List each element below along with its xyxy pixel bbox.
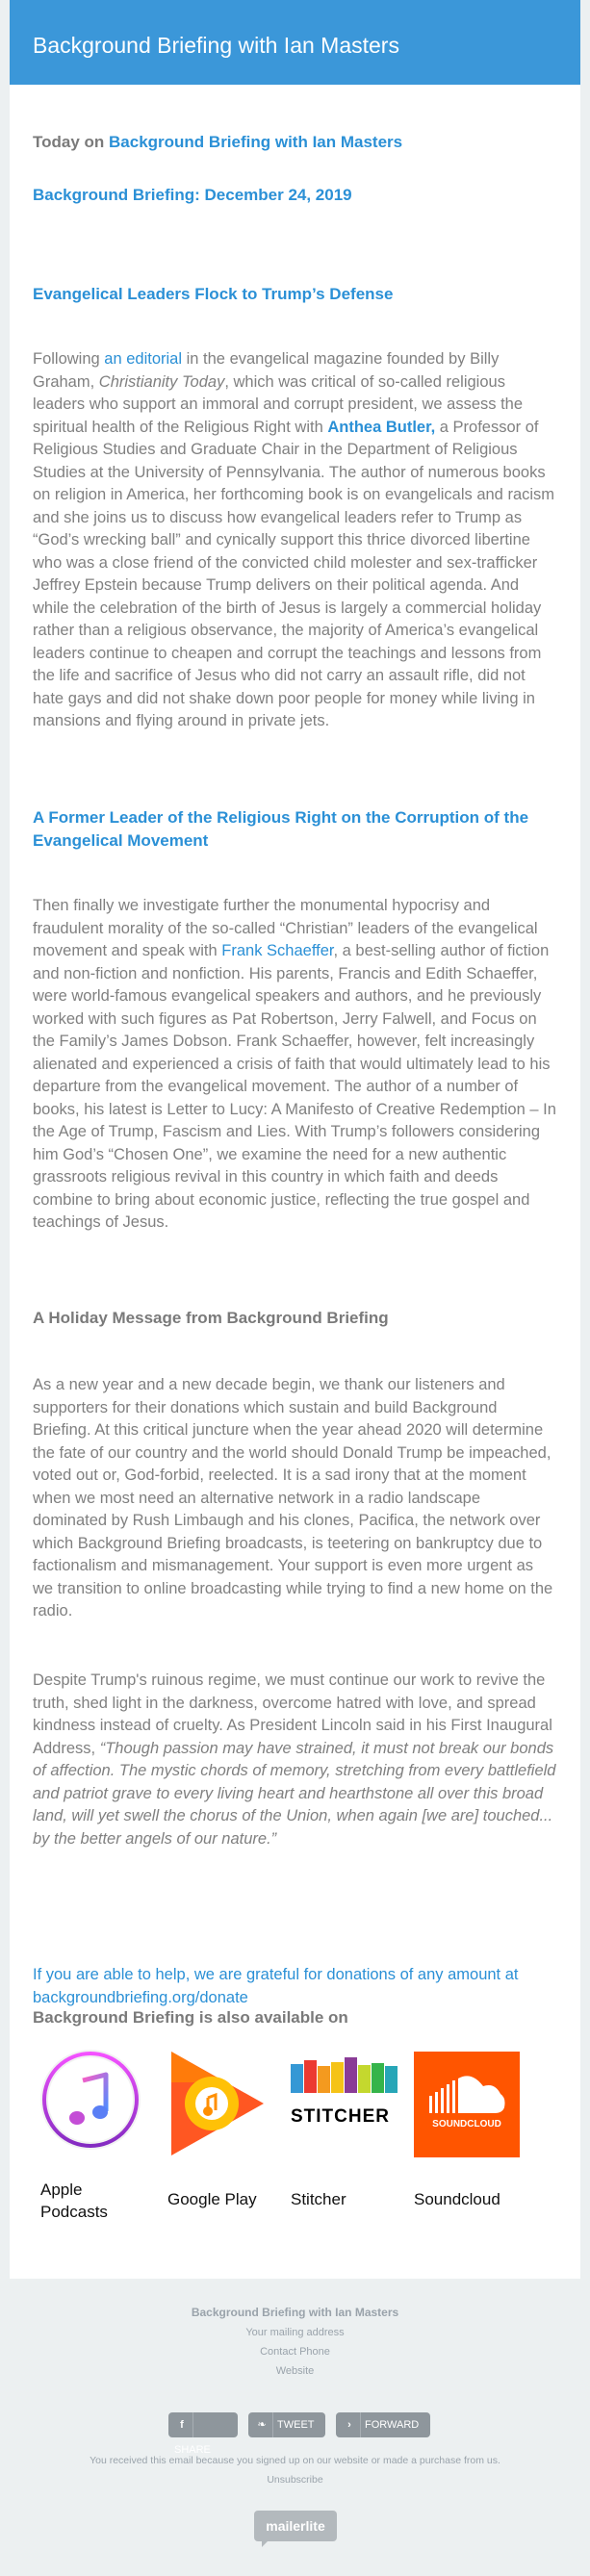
unsubscribe-link[interactable]: Unsubscribe (267, 2474, 323, 2486)
stitcher-wordmark: STITCHER (291, 2106, 390, 2127)
stitcher-icon (291, 2057, 398, 2100)
email-header (10, 0, 580, 85)
header-title: Background Briefing with Ian Masters (33, 33, 399, 58)
section1-title: Evangelical Leaders Flock to Trump’s Defense (33, 285, 394, 303)
footer-phone: Contact Phone (260, 2346, 330, 2358)
platform-stitcher[interactable] (291, 2057, 406, 2144)
platform-label-apple[interactable]: Apple Podcasts (40, 2181, 108, 2221)
mailerlite-logo-tail (262, 2540, 269, 2547)
share-button[interactable]: fSHARE (168, 2412, 238, 2437)
section3-title: A Holiday Message from Background Briefing (33, 1309, 389, 1327)
holiday-paragraph-2: Despite Trump's ruinous regime, we must continue our work to revive the truth, shed light in the darkness, overcome hatred with love, and spread kindness instead of cruelty. As President Lincoln said in his First Inaugural Address, “Though passion may have strained, it must not break our bonds of affection. The mystic chords of memory, stretching from every battlefield and patriot grave to every living heart and hearthstone all over this broad land, will yet swell the chorus of the Union, when again [we are] touched... by the better angels of our nature.” (33, 1671, 561, 1848)
section2-paragraph: Then finally we investigate further the monumental hypocrisy and fraudulent morality of the so-called “Christian” leaders of the evangelical movement and speak with Frank Schaeffer, a best-selling author of fiction and non-fiction and nonfiction. His parents, Francis and Edith Schaeffer, were world-famous evangelical speakers and authors, and he previously worked with such figures as Pat Robertson, Jerry Falwell, and Focus on the Family’s James Dobson. Frank Schaeffer, however, felt increasingly alienated and experienced a crisis of faith that would ultimately lead to his departure from the evangelical movement. The author of a number of books, his latest is Letter to Lucy: A Manifesto of Creative Redemption – In the Age of Trump, Fascism and Lies. With Trump’s followers considering him God’s “Chosen One”, we examine the need for a new authentic grassroots religious revival in this country in which faith and deeds combine to bring about economic justice, reflecting the true gospel and teachings of Jesus. (33, 897, 561, 1231)
donate-link[interactable]: If you are able to help, we are grateful for donations of any amount at backgroundbriefing.org/donate (33, 1966, 519, 2006)
section2-title: A Former Leader of the Religious Right on the Corruption of the Evangelical Movement (33, 808, 529, 850)
episode-date-link[interactable]: Background Briefing: December 24, 2019 (33, 186, 352, 204)
footer-website[interactable]: Website (275, 2365, 315, 2377)
apple-podcasts-icon (40, 2048, 141, 2152)
chevron-right-icon: › (342, 2412, 361, 2437)
platforms-title: Background Briefing is also available on (33, 2008, 348, 2027)
footer-notice: You received this email because you signed up on our website or made a purchase from us. (90, 2455, 500, 2466)
google-play-icon (167, 2048, 266, 2159)
anthea-butler-link[interactable]: Anthea Butler, (327, 418, 436, 436)
email-card (10, 0, 580, 2279)
today-line (33, 133, 557, 152)
facebook-icon: f (174, 2412, 193, 2437)
footer-org: Background Briefing with Ian Masters (191, 2306, 399, 2319)
holiday-paragraph-1: As a new year and a new decade begin, we thank our listeners and supporters for their donations which sustain and build Background Briefing. At this critical juncture when the year ahead 2020 will determine the fate of our country and the world should Donald Trump be impeached, voted out or, God-forbid, reelected. It is a sad irony that at the moment when we most need an alternative network in a radio landscape dominated by Rush Limbaugh and his clones, Pacifica, the network over which Background Briefing broadcasts, is teetering on bankruptcy due to factionalism and mismanagement. Your support is even more urgent as we transition to online broadcasting while trying to find a new home on the radio. (33, 1376, 557, 1620)
soundcloud-icon (414, 2052, 520, 2157)
twitter-icon: ❧ (254, 2412, 273, 2437)
forward-button[interactable]: › FORWARD (336, 2412, 430, 2437)
editorial-link[interactable]: an editorial (104, 350, 183, 368)
lincoln-quote: “Though passion may have strained, it must not break our bonds of affection. The mystic chords of memory, stretching from every battlefield and patriot grave to every living heart and hearthstone all over this broad land, will yet swell the chorus of the Union, when again [we are] touched... by the better angels of our nature.” (33, 1739, 561, 1848)
platform-label-google[interactable]: Google Play (167, 2190, 257, 2208)
show-link[interactable]: Background Briefing with Ian Masters (109, 133, 403, 151)
frank-schaeffer-link[interactable]: Frank Schaeffer (221, 942, 334, 959)
footer-address: Your mailing address (245, 2327, 345, 2338)
soundcloud-wordmark: SOUNDCLOUD (432, 2119, 501, 2130)
platform-label-stitcher[interactable]: Stitcher (291, 2190, 346, 2208)
platform-soundcloud[interactable] (414, 2052, 529, 2157)
tweet-button[interactable]: ❧ TWEET (248, 2412, 325, 2437)
mailerlite-logo[interactable]: mailerlite (254, 2511, 337, 2541)
platform-label-soundcloud[interactable]: Soundcloud (414, 2190, 500, 2208)
section1-paragraph: Following an editorial in the evangelical magazine founded by Billy Graham, Christianity Today, which was critical of so-called religious leaders who support an immoral and corrupt president, we assess the spiritual health of the Religious Right with Anthea Butler, a Professor of Religious Studies and Graduate Chair in the Department of Religious Studies at the University of Pennsylvania. The author of numerous books on religion in America, her forthcoming book is on evangelicals and racism and she joins us to discuss how evangelical leaders refer to Trump as “God’s wrecking ball” and cynically support this thrice divorced libertine who was a close friend of the convicted child molester and sex-trafficker Jeffrey Epstein because Trump delivers on their political agenda. And while the celebration of the birth of Jesus is largely a commercial holiday rather than a religious observance, the majority of America’s evangelical leaders continue to cheapen and corrupt the teachings and lessons from the life and sacrifice of Jesus who did not carry an assault rifle, did not hate gays and did not shake down poor people for money while living in mansions and flying around in private jets. (33, 350, 559, 729)
platform-google-play[interactable] (167, 2048, 283, 2163)
today-prefix: Today on (33, 133, 110, 151)
